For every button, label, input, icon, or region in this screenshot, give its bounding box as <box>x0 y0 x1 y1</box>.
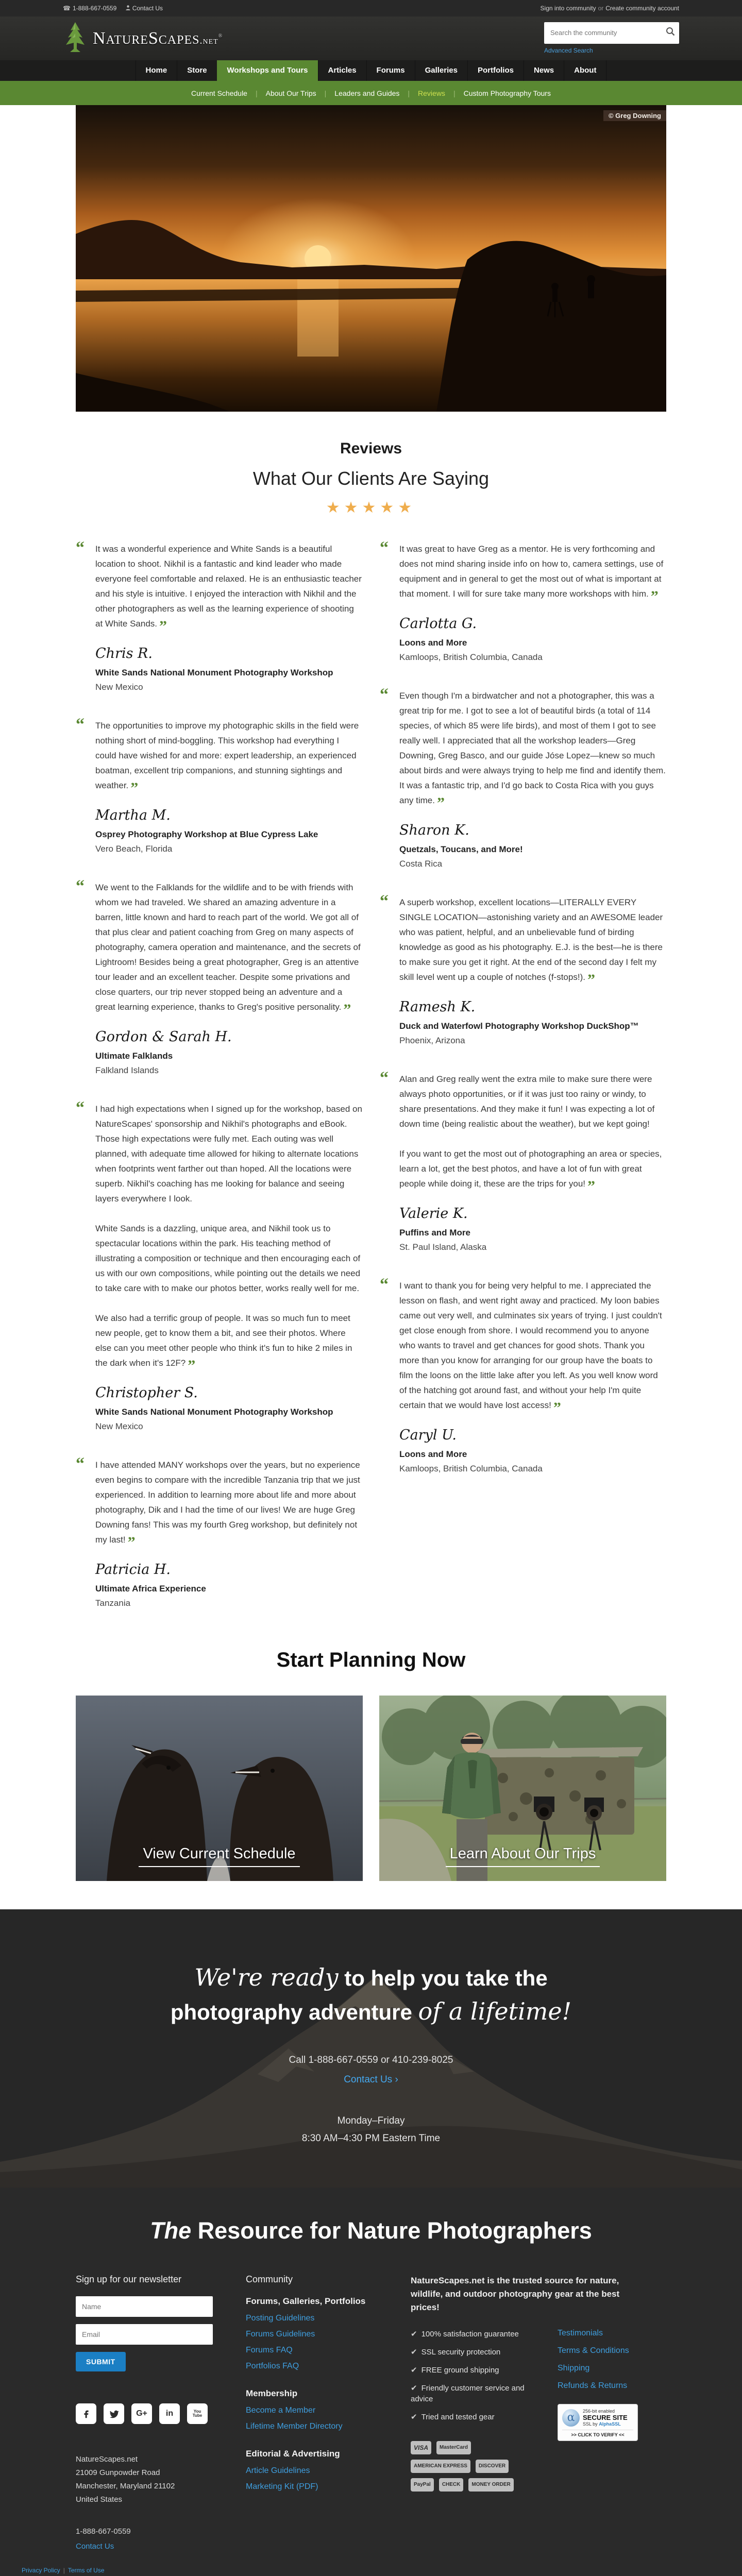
quote-open-icon: “ <box>380 685 389 704</box>
quote-close-icon: ” <box>159 618 167 635</box>
footer-phone: 1-888-667-0559 <box>76 2527 131 2536</box>
separator: | <box>255 89 258 97</box>
testimonial-martha-m <box>76 715 362 854</box>
nav-item-forums[interactable]: Forums <box>366 60 415 81</box>
workshop-name: Quetzals, Toucans, and More! <box>399 844 523 854</box>
testimonial-text: White Sands is a dazzling, unique area, and Nikhil took us to spectacular locations within the park. His teaching method of illustrating a composition or technique and then encouraging each of us with our own compositions, while pointing out the details we need to take care with to make our photos better, works really well for me. <box>95 1224 361 1293</box>
trusted-source-text: NatureScapes.net is the trusted source for nature, wildlife, and outdoor photography gear at the best prices! <box>411 2276 620 2312</box>
nav-item-news[interactable]: News <box>524 60 564 81</box>
newsletter-submit-button[interactable]: SUBMIT <box>76 2352 126 2371</box>
cta-phone-numbers: Call 1-888-667-0559 or 410-239-8025 <box>289 2055 453 2065</box>
testimonial-text: Alan and Greg really went the extra mile to make sure there were always photo opportunities, or if it was just too rainy or windy, to share presentations. And they make it fun! I was expecting a lot of down time (being realistic about the weather), but we kept going! <box>399 1074 655 1129</box>
pine-tree-icon <box>63 21 88 56</box>
become-a-member-link[interactable]: Become a Member <box>246 2406 316 2415</box>
testimonial-text: I want to thank you for being very helpful to me. I appreciated the lesson on flash, and went right away and practiced. My loon babies came out very well, and culminates six years of trying. I just couldn't get close enough from shore. I would recommend you to anyone who wants to travel and get chances for good shots. Thank you more than you know for arranging for our group have the boats to film the loons on the little lake after you left. As you well know word of the hatching got around fast, and without your help I'm quite certain that we would have lost access! ” <box>399 1281 662 1416</box>
shipping-link[interactable]: Shipping <box>558 2364 590 2372</box>
testimonial-text: It was a wonderful experience and White Sands is a beautiful location to shoot. Nikhil is a fantastic and kind leader who made everyone feel comfortable and relaxed. He is an enthusiastic teacher and his style is intuitive. I enjoyed the interaction with Nikhil and the other photographers as well as the learning experience of shooting at White Sands. ” <box>95 544 362 635</box>
quote-open-icon: “ <box>380 892 389 911</box>
testimonials-right-column <box>380 538 666 1634</box>
search-icon[interactable] <box>666 27 675 39</box>
mastercard-icon: MasterCard <box>436 2441 471 2454</box>
separator: | <box>324 89 327 97</box>
footer-contact-link[interactable]: Contact Us <box>76 2542 114 2551</box>
testimonial-text: A superb workshop, excellent locations—LITERALLY EVERY SINGLE LOCATION—astonishing variety and an AWESOME leader who was patient, helpful, and an unbelievable fund of birding knowledge as good as his photography. E.J. is the best—he is there to make sure you get it right. At the end of the second day I felt my skill level went up a couple of notches (f-stops!). ” <box>399 897 663 988</box>
nav-item-store[interactable]: Store <box>177 60 216 81</box>
forums-faq-link[interactable]: Forums FAQ <box>246 2346 293 2354</box>
forums-guidelines-link[interactable]: Forums Guidelines <box>246 2330 315 2338</box>
workshop-location: St. Paul Island, Alaska <box>399 1242 487 1252</box>
subnav-reviews[interactable]: Reviews <box>418 89 445 97</box>
or-text: or <box>598 5 604 12</box>
view-current-schedule-label[interactable]: View Current Schedule <box>139 1845 299 1867</box>
check-icon: ✔ <box>411 2384 417 2393</box>
workshop-location: Kamloops, British Columbia, Canada <box>399 1464 543 1473</box>
learn-about-our-trips-label[interactable]: Learn About Our Trips <box>446 1845 600 1867</box>
cta-contact-us-link[interactable]: Contact Us › <box>344 2074 398 2085</box>
cta-headline: We're ready to help you take the photography adventure of a lifetime! <box>170 1963 572 2025</box>
workshop-name: Puffins and More <box>399 1228 470 1238</box>
community-search <box>544 22 679 44</box>
newsletter-name-input[interactable] <box>76 2296 213 2317</box>
reviewer-signature: Sharon K. <box>399 822 469 838</box>
testimonial-gordon-sarah-h <box>76 877 362 1076</box>
refunds-returns-link[interactable]: Refunds & Returns <box>558 2381 628 2390</box>
quote-close-icon: ” <box>587 971 595 988</box>
quote-close-icon: ” <box>553 1399 561 1416</box>
newsletter-email-input[interactable] <box>76 2324 213 2345</box>
workshop-name: Ultimate Falklands <box>95 1051 173 1061</box>
check-payment-icon: CHECK <box>439 2478 464 2492</box>
hero-sunset-photo <box>76 105 666 412</box>
payment-methods <box>411 2441 519 2492</box>
five-star-rating-icon: ★★★★★ <box>326 499 416 516</box>
community-group-title: Forums, Galleries, Portfolios <box>246 2296 366 2306</box>
testimonial-text: The opportunities to improve my photographic skills in the field were nothing short of mind-boggling. This workshop had everything I could have wished for and more: expert leadership, an experienced boatman, excellent trip companions, and stunning sightings and weather. ” <box>95 721 359 796</box>
start-planning-heading: Start Planning Now <box>276 1649 466 1671</box>
testimonials-link[interactable]: Testimonials <box>558 2329 603 2337</box>
advanced-search-link[interactable]: Advanced Search <box>544 46 593 54</box>
money-order-icon: MONEY ORDER <box>468 2478 513 2492</box>
quote-open-icon: “ <box>76 1454 85 1473</box>
subnav-current-schedule[interactable]: Current Schedule <box>191 89 247 97</box>
testimonial-carlotta-g <box>380 538 666 663</box>
workshop-location: Vero Beach, Florida <box>95 844 173 854</box>
alphassl-logo-icon: α <box>562 2409 580 2427</box>
testimonials-left-column <box>76 538 362 1634</box>
footer-headline: The Resource for Nature Photographers <box>150 2217 592 2244</box>
separator: | <box>453 89 456 97</box>
terms-conditions-link[interactable]: Terms & Conditions <box>558 2346 629 2355</box>
workshop-name: Loons and More <box>399 638 467 648</box>
quote-open-icon: “ <box>76 1098 85 1117</box>
testimonial-patricia-h <box>76 1454 362 1608</box>
view-current-schedule-card[interactable] <box>76 1696 363 1881</box>
reviewer-signature: Gordon & Sarah H. <box>95 1029 232 1045</box>
testimonial-chris-r <box>76 538 362 692</box>
quote-open-icon: “ <box>76 715 85 734</box>
reviewer-signature: Valerie K. <box>399 1206 468 1222</box>
visa-icon: VISA <box>411 2441 431 2454</box>
testimonial-text: I had high expectations when I signed up for the workshop, based on NatureScapes' sponsorship and Nikhil's photographs and eBook. Those high expectations were fully met. Each outing was well planned, with adequate time allowed for hiking to alternate locations when footprints went farther out than hoped. All the locations were superb. Nikhil's coaching has me looking for balance and seeing layers everywhere I look. <box>95 1104 362 1204</box>
workshop-location: Kamloops, British Columbia, Canada <box>399 652 543 662</box>
reviews-subtitle: What Our Clients Are Saying <box>252 468 490 489</box>
quote-open-icon: “ <box>380 1275 389 1294</box>
twitter-icon[interactable] <box>104 2403 124 2424</box>
testimonial-text: Even though I'm a birdwatcher and not a photographer, this was a great trip for me. I got to see a lot of beautiful birds (a total of 114 species, of which 85 were life birds), and most of them I got to see really well. I appreciated that all the workshop leaders—Greg Downing, Greg Basco, and our guide Jóse Lopez—knew so much about birds and were always trying to help me find and identify them. It was a fantastic trip, and I'd go back to Costa Rica with you guys any time. ” <box>399 691 666 811</box>
youtube-icon[interactable]: You Tube <box>187 2403 208 2424</box>
portfolios-faq-link[interactable]: Portfolios FAQ <box>246 2362 299 2370</box>
workshops-subnav <box>0 81 742 105</box>
amex-icon: AMERICAN EXPRESS <box>411 2460 470 2473</box>
check-icon: ✔ <box>411 2348 417 2357</box>
search-input[interactable] <box>550 29 666 37</box>
check-icon: ✔ <box>411 2366 417 2375</box>
testimonial-christopher-s <box>76 1098 362 1432</box>
workshop-name: White Sands National Monument Photography Workshop <box>95 668 333 677</box>
discover-icon: DISCOVER <box>476 2460 509 2473</box>
newsletter-heading: Sign up for our newsletter <box>76 2274 182 2284</box>
reviewer-signature: Martha M. <box>95 807 171 823</box>
testimonial-valerie-k <box>380 1069 666 1252</box>
testimonial-sharon-k <box>380 685 666 869</box>
nav-item-galleries[interactable]: Galleries <box>415 60 467 81</box>
create-account-link[interactable]: Create community account <box>605 5 679 12</box>
nav-item-articles[interactable]: Articles <box>318 60 366 81</box>
paypal-icon: PayPal <box>411 2478 434 2492</box>
reviewer-signature: Patricia H. <box>95 1562 171 1578</box>
company-address: NatureScapes.net 21009 Gunpowder Road Manchester, Maryland 21102 United States <box>76 2455 175 2504</box>
testimonial-ramesh-k <box>380 892 666 1046</box>
subnav-about-our-trips[interactable]: About Our Trips <box>265 89 316 97</box>
testimonial-text: It was great to have Greg as a mentor. He is very forthcoming and does not mind sharing inside info on how to, camera settings, use of equipment and in general to get the most out of what is important at that moment. I will for sure take many more workshops with him. ” <box>399 544 664 605</box>
workshop-location: New Mexico <box>95 682 143 692</box>
footer-legal-links: Privacy Policy | Terms of Use <box>22 2567 105 2574</box>
logo-text: NatureScapes.net® <box>93 28 223 48</box>
posting-guidelines-link[interactable]: Posting Guidelines <box>246 2314 315 2323</box>
marketing-kit-link[interactable]: Marketing Kit (PDF) <box>246 2482 318 2491</box>
membership-group-title: Membership <box>246 2388 298 2398</box>
quote-close-icon: ” <box>188 1357 196 1374</box>
office-days: Monday–Friday <box>337 2115 405 2126</box>
reviewer-signature: Ramesh K. <box>399 999 476 1015</box>
alphassl-secure-badge[interactable]: α 256-bit enabled SECURE SITE SSL by AlphaSSL >> CLICK TO VERIFY << <box>558 2404 638 2441</box>
lifetime-member-directory-link[interactable]: Lifetime Member Directory <box>246 2422 343 2431</box>
workshop-name: Duck and Waterfowl Photography Workshop DuckShop™ <box>399 1021 639 1031</box>
quote-open-icon: “ <box>76 538 85 557</box>
reviewer-signature: Caryl U. <box>399 1427 457 1443</box>
subnav-leaders-and-guides[interactable]: Leaders and Guides <box>334 89 400 97</box>
quote-close-icon: ” <box>436 794 445 811</box>
testimonial-text: We went to the Falklands for the wildlife and to be with friends with whom we had traveled. We shared an amazing adventure in a barren, little known and hard to reach part of the world. We got all of that plus clear and patient coaching from Greg on many aspects of photography, camera operation and maintenance, and the secrets of Lightroom! Besides being a great photographer, Greg is an attentive tour leader and an excellent teacher. Despite some privations and close quarters, our trip never stopped being an adventure and a great learning experience, thanks to Greg's positive personality. ” <box>95 883 361 1018</box>
workshop-name: White Sands National Monument Photography Workshop <box>95 1407 333 1417</box>
subnav-custom-photography-tours[interactable]: Custom Photography Tours <box>463 89 551 97</box>
main-nav <box>0 60 742 81</box>
quote-open-icon: “ <box>380 1069 389 1088</box>
nav-item-home[interactable]: Home <box>136 60 177 81</box>
testimonial-caryl-u <box>380 1275 666 1474</box>
nav-item-workshops-and-tours[interactable]: Workshops and Tours <box>217 60 318 81</box>
cta-section <box>0 1909 742 2188</box>
phone-icon: ☎ <box>63 5 71 12</box>
photo-credit: © Greg Downing <box>603 110 666 121</box>
office-hours: 8:30 AM–4:30 PM Eastern Time <box>301 2133 441 2144</box>
nav-item-portfolios[interactable]: Portfolios <box>467 60 524 81</box>
terms-of-use-link[interactable]: Terms of Use <box>68 2567 105 2574</box>
check-icon: ✔ <box>411 2330 417 2338</box>
person-icon <box>126 5 130 12</box>
article-guidelines-link[interactable]: Article Guidelines <box>246 2466 310 2475</box>
naturescapes-logo[interactable] <box>63 21 223 56</box>
check-icon: ✔ <box>411 2413 417 2421</box>
workshop-location: Tanzania <box>95 1598 131 1608</box>
workshop-location: Falkland Islands <box>95 1065 159 1075</box>
site-header <box>0 16 742 60</box>
topbar-contact-link[interactable]: Contact Us <box>132 5 163 12</box>
nav-item-about[interactable]: About <box>564 60 606 81</box>
page-title: Reviews <box>340 440 402 457</box>
sign-in-link[interactable]: Sign into community <box>540 5 596 12</box>
testimonial-text: If you want to get the most out of photographing an area or species, learn a lot, get the best photos, and have a lot of fun with great people while doing it, these are the trips for you! ” <box>399 1149 662 1195</box>
benefits-checklist: ✔ 100% satisfaction guarantee ✔ SSL security protection ✔ FREE ground shipping ✔ Friendly customer service and advice ✔ Tried and tested gear <box>411 2330 525 2421</box>
quote-close-icon: ” <box>650 588 659 605</box>
testimonial-text: I have attended MANY workshops over the years, but no experience even begins to compare with the incredible Tanzania trip that we just experienced. In addition to learning more about life and more about photography, Dik and I had the time of our lives! We are huge Greg Downing fans! This was my fourth Greg workshop, but definitely not my last! ” <box>95 1460 360 1551</box>
reviewer-signature: Christopher S. <box>95 1385 198 1401</box>
editorial-advertising-group-title: Editorial & Advertising <box>246 2449 340 2459</box>
quote-close-icon: ” <box>343 1001 351 1018</box>
reviewer-signature: Chris R. <box>95 646 153 662</box>
workshop-location: Phoenix, Arizona <box>399 1036 465 1045</box>
site-footer <box>0 2188 742 2576</box>
learn-about-our-trips-card[interactable] <box>379 1696 666 1881</box>
testimonial-text: We also had a terrific group of people. It was so much fun to meet new people, get to know them a bit, and see their photos. Where else can you meet other people who think it's fun to hike 2 miles in the dark when it's 12F? ” <box>95 1313 352 1374</box>
quote-close-icon: ” <box>587 1178 595 1195</box>
reviewer-signature: Carlotta G. <box>399 616 477 632</box>
quote-open-icon: “ <box>76 877 85 896</box>
workshop-location: New Mexico <box>95 1421 143 1431</box>
facebook-icon[interactable] <box>76 2403 96 2424</box>
quote-open-icon: “ <box>380 538 389 557</box>
workshop-name: Loons and More <box>399 1449 467 1459</box>
privacy-policy-link[interactable]: Privacy Policy <box>22 2567 60 2574</box>
topbar-phone-link[interactable]: 1-888-667-0559 <box>72 5 117 12</box>
workshop-location: Costa Rica <box>399 859 443 869</box>
separator: | <box>408 89 410 97</box>
workshop-name: Ultimate Africa Experience <box>95 1584 206 1594</box>
google-plus-icon[interactable]: G+ <box>131 2403 152 2424</box>
top-utility-bar <box>0 0 742 16</box>
community-heading: Community <box>246 2274 293 2284</box>
linkedin-icon[interactable]: in <box>159 2403 180 2424</box>
quote-close-icon: ” <box>130 779 139 796</box>
workshop-name: Osprey Photography Workshop at Blue Cypress Lake <box>95 829 318 839</box>
quote-close-icon: ” <box>127 1534 136 1551</box>
